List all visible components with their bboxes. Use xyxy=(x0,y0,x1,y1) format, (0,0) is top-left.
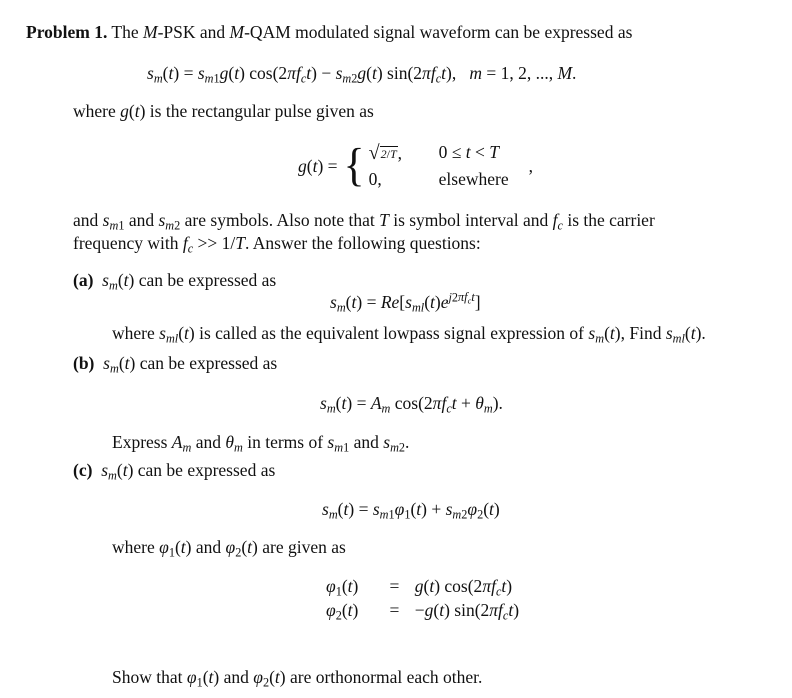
g-piecewise-equation xyxy=(298,139,533,192)
part-c-intro: (c) $s_m(t)$ can be expressed as xyxy=(73,460,276,483)
part-a-label: (a) xyxy=(73,270,94,290)
part-c-where: where $\varphi_1(t)$ and $\varphi_2(t)$ are given as xyxy=(112,537,346,560)
part-b-intro: (b) $s_m(t)$ can be expressed as xyxy=(73,353,278,376)
part-c-show: Show that $\varphi_1(t)$ and $\varphi_2(t)$ are orthonormal each other. xyxy=(112,667,483,690)
problem-heading: Problem 1. xyxy=(26,22,108,42)
left-brace-glyph: { xyxy=(343,139,365,192)
where-g-text: where g(t) is the rectangular pulse given as xyxy=(73,101,374,121)
phi1-definition: $\varphi_1(t) = g(t)$ $\cos(2\pi f_ct)$ xyxy=(326,576,513,599)
part-a-follow: where $s_{ml}(t)$ is called as the equivalent lowpass signal expression of $s_m(t)$, Find $s_{ml}(t)$. xyxy=(112,323,706,346)
part-b-equation: $s_m(t) = A_m$ $\cos(2\pi f_ct + \theta_m)$. xyxy=(320,393,503,416)
part-c-equation: $s_m(t) = s_{m1}\varphi_1(t) + s_{m2}\varphi_2(t)$ xyxy=(322,499,500,522)
phi2-equals: = xyxy=(389,600,400,620)
phi1-equals: = xyxy=(389,576,400,596)
problem-intro-line: Problem 1. The M-PSK and M-QAM modulated signal waveform can be expressed as xyxy=(26,22,633,42)
symbols-line-2: frequency with $f_c >> 1/T$. Answer the following questions: xyxy=(73,233,481,256)
g-case2-value: 0, xyxy=(368,169,382,189)
g-case-2 xyxy=(369,169,509,190)
main-equation: $s_m(t) = s_{m1}g(t) \cos(2\pi f_ct) - s_{m2}g(t)$ $\sin(2\pi f_ct)$, m = 1, 2, ..., M. xyxy=(147,63,577,86)
part-b-label: (b) xyxy=(73,353,95,373)
g-case-1 xyxy=(369,142,509,165)
phi2-definition: $\varphi_2(t) = -g(t)$ $\sin(2\pi f_ct)$ xyxy=(326,600,520,623)
g-trailing-comma: , xyxy=(528,155,533,176)
symbols-line-1: and $s_{m1}$ and $s_{m2}$ are symbols. Also note that T is symbol interval and $f_c$ is the carrier xyxy=(73,210,655,233)
part-b-follow: Express $A_m$ and $\theta_m$ in terms of $s_{m1}$ and $s_{m2}$. xyxy=(112,432,410,455)
part-a-intro: (a) $s_m(t)$ can be expressed as xyxy=(73,270,277,293)
g-case1-value: √ 2/T , xyxy=(368,142,403,164)
g-lhs: g(t) = xyxy=(298,155,338,176)
part-c-label: (c) xyxy=(73,460,93,480)
part-a-equation: $s_m(t) = Re[s_{ml}(t)e^{j2\pi f_ct}]$ xyxy=(330,290,481,315)
g-case1-cond: 0 ≤ t < T xyxy=(438,142,499,162)
g-case2-cond: elsewhere xyxy=(438,169,509,189)
